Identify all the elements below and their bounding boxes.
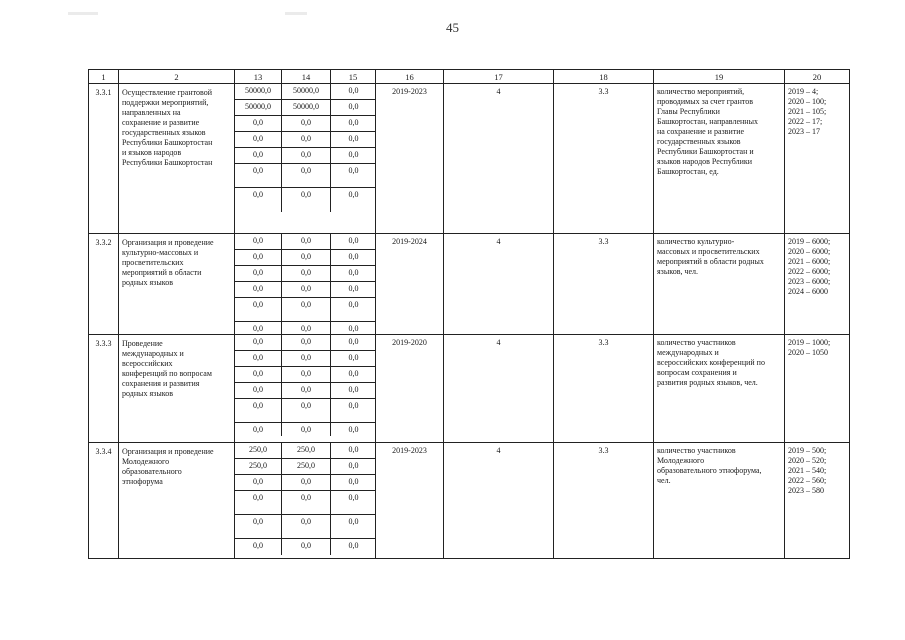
text-line: проводимых за счет грантов	[657, 97, 754, 106]
activity-name	[119, 234, 235, 335]
text-line: 2019 – 500;	[788, 446, 827, 455]
financing-value: 0,0	[282, 335, 331, 351]
financing-value: 0,0	[282, 423, 331, 436]
activity-row	[89, 84, 850, 234]
financing-value: 0,0	[331, 132, 376, 148]
indicator-cell	[654, 335, 785, 443]
text-line: массовых и просветительских	[657, 247, 760, 256]
target-values-cell	[785, 84, 850, 234]
financing-value: 0,0	[282, 164, 331, 188]
header-cell: 1	[89, 70, 119, 84]
financing-cell	[235, 443, 376, 559]
activity-row	[89, 234, 850, 335]
financing-grid	[235, 335, 375, 436]
text-line: родных языков	[122, 278, 173, 287]
text-line: Молодежного	[122, 457, 170, 466]
column-17-cell: 4	[444, 443, 554, 559]
financing-grid	[235, 443, 375, 555]
text-line: государственных языков	[657, 137, 741, 146]
header-cell: 17	[444, 70, 554, 84]
financing-value: 0,0	[282, 282, 331, 298]
text-line: сохранения и развития	[122, 379, 200, 388]
text-line: культурно-массовых и	[122, 248, 199, 257]
financing-value: 0,0	[331, 383, 376, 399]
period-cell: 2019-2023	[376, 443, 444, 559]
header-cell: 20	[785, 70, 850, 84]
financing-cell	[235, 84, 376, 234]
activity-name	[119, 335, 235, 443]
financing-value: 0,0	[235, 539, 282, 555]
financing-value: 0,0	[282, 132, 331, 148]
column-17-cell: 4	[444, 234, 554, 335]
financing-value: 0,0	[235, 322, 282, 334]
financing-value: 0,0	[331, 475, 376, 491]
financing-value: 0,0	[282, 367, 331, 383]
financing-value: 0,0	[235, 164, 282, 188]
text-line: на сохранение и развитие	[657, 127, 745, 136]
financing-grid	[235, 84, 375, 212]
financing-value: 0,0	[235, 250, 282, 266]
target-values-cell	[785, 443, 850, 559]
financing-value: 0,0	[331, 164, 376, 188]
text-line: языков народов Республики	[657, 157, 753, 166]
text-line: всероссийских	[122, 359, 173, 368]
financing-value: 0,0	[235, 282, 282, 298]
text-line: языков, чел.	[657, 267, 699, 276]
financing-value: 0,0	[235, 148, 282, 164]
column-18-cell: 3.3	[554, 234, 654, 335]
text-line: 2024 – 6000	[788, 287, 828, 296]
financing-value: 0,0	[282, 491, 331, 515]
text-line: направленных на	[122, 108, 181, 117]
text-line: Республики Башкортостан	[122, 138, 213, 147]
financing-value: 0,0	[331, 116, 376, 132]
text-line: 2021 – 105;	[788, 107, 827, 116]
text-line: государственных языков	[122, 128, 206, 137]
financing-value: 0,0	[282, 475, 331, 491]
financing-value: 0,0	[235, 234, 282, 250]
text-line: 2020 – 6000;	[788, 247, 831, 256]
financing-value: 0,0	[348, 324, 359, 333]
financing-value: 0,0	[235, 515, 282, 539]
financing-value: 50000,0	[235, 100, 282, 116]
financing-value: 0,0	[331, 491, 376, 515]
text-line: этнофорума	[122, 477, 163, 486]
page-number: 45	[446, 20, 459, 35]
text-line: Проведение	[122, 339, 163, 348]
period-cell: 2019-2023	[376, 84, 444, 234]
text-line: 2019 – 4;	[788, 87, 819, 96]
text-line: количество участников	[657, 446, 736, 455]
text-line: всероссийских конференций по	[657, 358, 765, 367]
text-line: просветительских	[122, 258, 184, 267]
financing-value: 0,0	[331, 266, 376, 282]
text-line: мероприятий в области	[122, 268, 202, 277]
target-values-cell	[785, 234, 850, 335]
period-cell: 2019-2020	[376, 335, 444, 443]
financing-value: 0,0	[282, 399, 331, 423]
text-line: мероприятий в области родных	[657, 257, 764, 266]
financing-value: 0,0	[235, 351, 282, 367]
text-line: 2020 – 1050	[788, 348, 828, 357]
financing-value: 0,0	[282, 322, 331, 334]
financing-value: 0,0	[348, 425, 359, 434]
financing-value: 0,0	[282, 266, 331, 282]
financing-value: 0,0	[235, 298, 282, 322]
financing-value: 50000,0	[282, 84, 331, 100]
activity-name	[119, 84, 235, 234]
text-line: сохранение и развитие	[122, 118, 200, 127]
financing-value: 0,0	[282, 116, 331, 132]
text-line: 2021 – 6000;	[788, 257, 831, 266]
indicator-cell	[654, 443, 785, 559]
financing-value: 0,0	[331, 335, 376, 351]
financing-value: 0,0	[235, 383, 282, 399]
header-cell: 18	[554, 70, 654, 84]
text-line: вопросам сохранения и	[657, 368, 737, 377]
text-line: 2020 – 520;	[788, 456, 827, 465]
financing-value: 0,0	[235, 475, 282, 491]
financing-value: 0,0	[331, 399, 376, 423]
activity-number: 3.3.2	[89, 234, 119, 335]
financing-value: 0,0	[331, 459, 376, 475]
activity-number: 3.3.4	[89, 443, 119, 559]
column-18-cell: 3.3	[554, 84, 654, 234]
column-18-cell: 3.3	[554, 443, 654, 559]
financing-value: 0,0	[235, 335, 282, 351]
financing-value: 0,0	[331, 515, 376, 539]
text-line: 2022 – 17;	[788, 117, 823, 126]
financing-value: 0,0	[235, 266, 282, 282]
financing-value: 0,0	[282, 515, 331, 539]
header-row	[89, 70, 850, 84]
text-line: 2023 – 6000;	[788, 277, 831, 286]
header-cell: 16	[376, 70, 444, 84]
text-line: чел.	[657, 476, 671, 485]
text-line: 2019 – 6000;	[788, 237, 831, 246]
text-line: 2022 – 6000;	[788, 267, 831, 276]
financing-cell	[235, 234, 376, 335]
header-cell: 13	[235, 70, 282, 84]
text-line: количество мероприятий,	[657, 87, 745, 96]
scan-smudge-mid	[285, 12, 307, 15]
financing-value: 0,0	[235, 132, 282, 148]
scan-smudge-left	[68, 12, 98, 15]
financing-value: 0,0	[282, 351, 331, 367]
text-line: международных и	[657, 348, 719, 357]
financing-value: 0,0	[235, 423, 282, 436]
financing-value: 0,0	[235, 491, 282, 515]
financing-value: 250,0	[282, 443, 331, 459]
text-line: развития родных языков, чел.	[657, 378, 758, 387]
financing-grid	[235, 234, 375, 334]
financing-value: 0,0	[331, 100, 376, 116]
text-line: родных языков	[122, 389, 173, 398]
financing-value: 0,0	[235, 399, 282, 423]
text-line: Башкортостан, направленных	[657, 117, 758, 126]
financing-value: 0,0	[235, 188, 282, 212]
financing-value: 0,0	[282, 188, 331, 212]
target-values-cell	[785, 335, 850, 443]
activity-number: 3.3.1	[89, 84, 119, 234]
text-line: Организация и проведение	[122, 447, 214, 456]
financing-value: 0,0	[282, 539, 331, 555]
financing-value: 0,0	[331, 250, 376, 266]
text-line: поддержки мероприятий,	[122, 98, 209, 107]
financing-value: 0,0	[282, 383, 331, 399]
text-line: количество культурно-	[657, 237, 735, 246]
text-line: Молодежного	[657, 456, 705, 465]
financing-value: 0,0	[331, 234, 376, 250]
financing-value: 250,0	[235, 459, 282, 475]
financing-value: 0,0	[282, 234, 331, 250]
financing-value: 0,0	[348, 541, 359, 550]
financing-value: 0,0	[282, 148, 331, 164]
activity-row	[89, 443, 850, 559]
financing-value: 0,0	[331, 443, 376, 459]
text-line: количество участников	[657, 338, 736, 347]
financing-value: 0,0	[331, 84, 376, 100]
financing-value: 0,0	[348, 190, 359, 199]
financing-value: 0,0	[282, 298, 331, 322]
financing-value: 0,0	[331, 351, 376, 367]
header-cell: 2	[119, 70, 235, 84]
financing-value: 250,0	[235, 443, 282, 459]
financing-cell	[235, 335, 376, 443]
activity-name	[119, 443, 235, 559]
financing-value: 250,0	[282, 459, 331, 475]
financing-value: 0,0	[331, 148, 376, 164]
indicator-cell	[654, 234, 785, 335]
text-line: 2023 – 580	[788, 486, 824, 495]
indicator-cell	[654, 84, 785, 234]
period-cell: 2019-2024	[376, 234, 444, 335]
financing-value: 0,0	[235, 116, 282, 132]
text-line: и языков народов	[122, 148, 182, 157]
financing-value: 0,0	[331, 298, 376, 322]
text-line: 2021 – 540;	[788, 466, 827, 475]
header-cell: 19	[654, 70, 785, 84]
activity-row	[89, 335, 850, 443]
text-line: международных и	[122, 349, 184, 358]
text-line: 2022 – 560;	[788, 476, 827, 485]
column-17-cell: 4	[444, 335, 554, 443]
text-line: конференций по вопросам	[122, 369, 212, 378]
financing-value: 0,0	[331, 282, 376, 298]
text-line: образовательного этнофорума,	[657, 466, 762, 475]
text-line: Организация и проведение	[122, 238, 214, 247]
program-table	[88, 69, 850, 559]
financing-value: 0,0	[331, 367, 376, 383]
text-line: Осуществление грантовой	[122, 88, 213, 97]
text-line: Республики Башкортостан	[122, 158, 213, 167]
text-line: 2023 – 17	[788, 127, 820, 136]
text-line: Башкортостан, ед.	[657, 167, 719, 176]
text-line: 2019 – 1000;	[788, 338, 831, 347]
activity-number: 3.3.3	[89, 335, 119, 443]
text-line: образовательного	[122, 467, 182, 476]
text-line: 2020 – 100;	[788, 97, 827, 106]
column-17-cell: 4	[444, 84, 554, 234]
column-18-cell: 3.3	[554, 335, 654, 443]
financing-value: 50000,0	[282, 100, 331, 116]
header-cell: 14	[282, 70, 331, 84]
financing-value: 0,0	[235, 367, 282, 383]
header-cell: 15	[331, 70, 376, 84]
financing-value: 50000,0	[235, 84, 282, 100]
financing-value: 0,0	[282, 250, 331, 266]
text-line: Республики Башкортостан и	[657, 147, 754, 156]
text-line: Главы Республики	[657, 107, 720, 116]
